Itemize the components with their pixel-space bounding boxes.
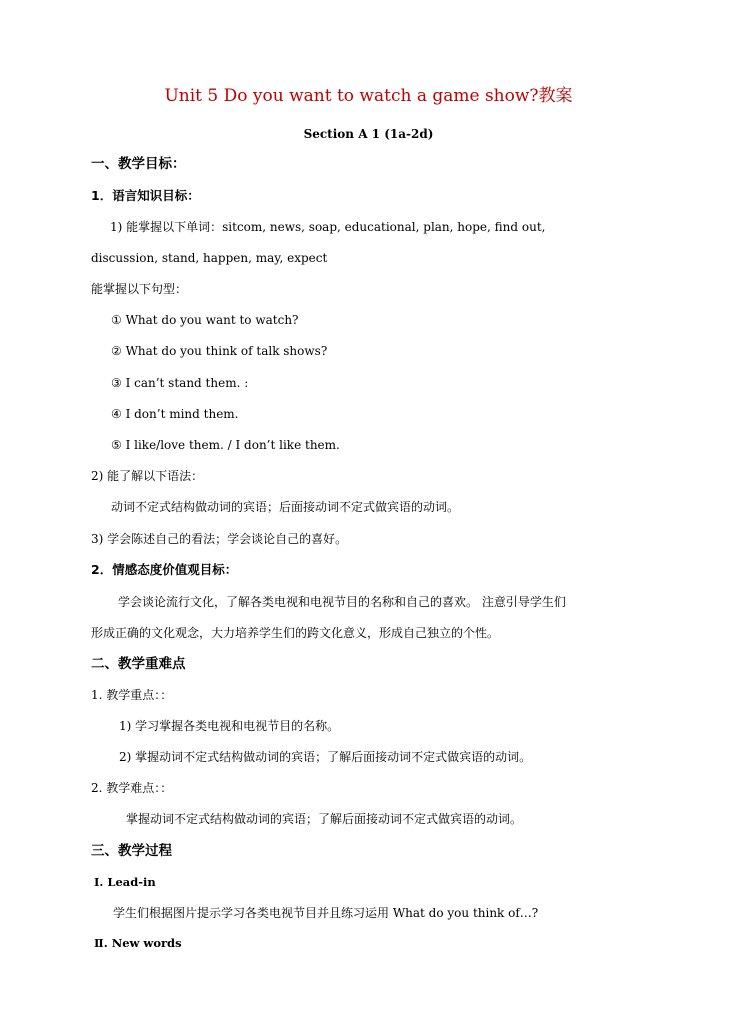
document-title: Unit 5 Do you want to watch a game show?教案	[164, 86, 573, 106]
difficult-point-item: 掌握动词不定式结构做动词的宾语；了解后面接动词不定式做宾语的动词。	[126, 812, 523, 826]
vocab-line-2: discussion, stand, happen, may, expect	[91, 251, 328, 265]
patterns-label: 能掌握以下句型：	[91, 282, 188, 296]
grammar-text: 动词不定式结构做动词的宾语；后面接动词不定式做宾语的动词。	[111, 500, 460, 514]
attitude-text-line-1: 学会谈论流行文化，了解各类电视和电视节目的名称和自己的喜欢。 注意引导学生们	[118, 595, 566, 609]
heading-key-difficult-points: 二、教学重难点	[91, 656, 186, 672]
key-points-label: 1. 教学重点：：	[91, 688, 173, 702]
new-words-heading: Ⅱ. New words	[94, 936, 182, 950]
section-subtitle: Section A 1 (1a-2d)	[303, 127, 434, 141]
pattern-item: ③ I can’t stand them. :	[111, 376, 249, 390]
grammar-label: 2) 能了解以下语法：	[91, 469, 204, 483]
pattern-item: ⑤ I like/love them. / I don’t like them.	[111, 438, 340, 452]
heading-teaching-objectives: 一、教学目标：	[91, 156, 186, 172]
lead-in-heading: Ⅰ. Lead-in	[94, 875, 156, 889]
vocab-line-1: 1) 能掌握以下单词：sitcom, news, soap, educational, plan, hope, find out,	[110, 220, 546, 234]
difficult-points-label: 2. 教学难点：：	[91, 781, 173, 795]
attitude-text-line-2: 形成正确的文化观念，大力培养学生们的跨文化意义，形成自己独立的个性。	[91, 626, 500, 640]
lead-in-text: 学生们根据图片提示学习各类电视节目并且练习运用 What do you think of…?	[113, 906, 539, 920]
pattern-item: ② What do you think of talk shows?	[111, 344, 328, 358]
key-point-item: 2) 掌握动词不定式结构做动词的宾语；了解后面接动词不定式做宾语的动词。	[119, 750, 532, 764]
heading-teaching-process: 三、教学过程	[91, 843, 172, 859]
key-point-item: 1) 学习掌握各类电视和电视节目的名称。	[119, 719, 340, 733]
pattern-item: ① What do you want to watch?	[111, 313, 299, 327]
objective-item-3: 3) 学会陈述自己的看法；学会谈论自己的喜好。	[91, 532, 348, 546]
heading-attitude-values: 2．情感态度价值观目标：	[91, 562, 238, 577]
heading-language-knowledge: 1．语言知识目标：	[91, 188, 200, 203]
pattern-item: ④ I don’t mind them.	[111, 407, 239, 421]
